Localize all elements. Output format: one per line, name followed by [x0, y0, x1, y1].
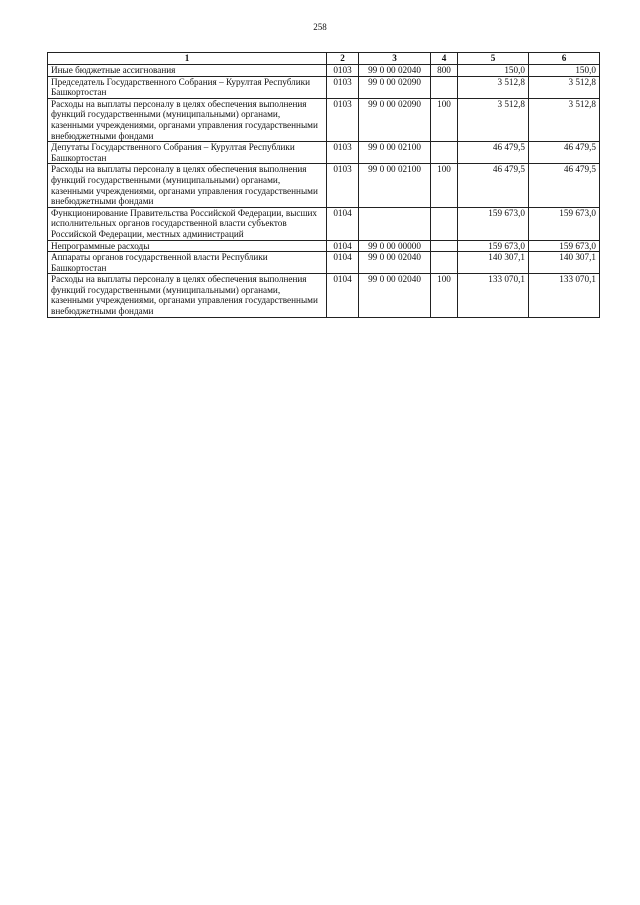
- table-row: [48, 274, 600, 317]
- cell-type: [431, 142, 458, 164]
- cell-type: 100: [431, 98, 458, 141]
- cell-target: 99 0 00 02100: [359, 142, 431, 164]
- header-col-4: 4: [431, 53, 458, 65]
- cell-value-6: 133 070,1: [529, 274, 600, 317]
- cell-value-5: 159 673,0: [458, 240, 529, 252]
- cell-name: Функционирование Правительства Российской Федерации, высших исполнительных органов государственной власти субъектов Российской Федерации, местных администраций: [48, 207, 327, 240]
- page-number: 258: [313, 22, 327, 32]
- cell-name: Расходы на выплаты персоналу в целях обеспечения выполнения функций государственными (муниципальными) органами, казенными учреждениями, органами управления государственными внебюджетными фондами: [48, 274, 327, 317]
- cell-target: 99 0 00 02090: [359, 76, 431, 98]
- table-row: [48, 142, 600, 164]
- cell-value-5: 46 479,5: [458, 142, 529, 164]
- cell-type: [431, 240, 458, 252]
- cell-name: Аппараты органов государственной власти Республики Башкортостан: [48, 252, 327, 274]
- cell-section: 0104: [327, 274, 359, 317]
- cell-value-5: 150,0: [458, 65, 529, 77]
- table-row: [48, 252, 600, 274]
- cell-section: 0103: [327, 76, 359, 98]
- cell-section: 0103: [327, 142, 359, 164]
- cell-value-6: 46 479,5: [529, 164, 600, 207]
- cell-target: 99 0 00 02100: [359, 164, 431, 207]
- cell-value-5: 46 479,5: [458, 164, 529, 207]
- cell-value-5: 159 673,0: [458, 207, 529, 240]
- header-col-5: 5: [458, 53, 529, 65]
- cell-value-5: 133 070,1: [458, 274, 529, 317]
- table-header-row: [48, 53, 600, 65]
- cell-value-6: 159 673,0: [529, 207, 600, 240]
- cell-target: [359, 207, 431, 240]
- table-row: [48, 207, 600, 240]
- table-row: [48, 65, 600, 77]
- header-col-3: 3: [359, 53, 431, 65]
- cell-target: 99 0 00 00000: [359, 240, 431, 252]
- cell-section: 0104: [327, 207, 359, 240]
- table-row: [48, 98, 600, 141]
- budget-table: [47, 52, 600, 318]
- cell-value-6: 46 479,5: [529, 142, 600, 164]
- table-row: [48, 240, 600, 252]
- cell-name: Непрограммные расходы: [48, 240, 327, 252]
- cell-section: 0103: [327, 65, 359, 77]
- cell-section: 0103: [327, 164, 359, 207]
- cell-name: Депутаты Государственного Собрания – Курултая Республики Башкортостан: [48, 142, 327, 164]
- header-col-6: 6: [529, 53, 600, 65]
- cell-section: 0104: [327, 240, 359, 252]
- cell-type: 100: [431, 274, 458, 317]
- cell-name: Расходы на выплаты персоналу в целях обеспечения выполнения функций государственными (муниципальными) органами, казенными учреждениями, органами управления государственными внебюджетными фондами: [48, 98, 327, 141]
- cell-target: 99 0 00 02040: [359, 252, 431, 274]
- cell-target: 99 0 00 02040: [359, 274, 431, 317]
- table-row: [48, 164, 600, 207]
- cell-value-5: 140 307,1: [458, 252, 529, 274]
- cell-value-6: 3 512,8: [529, 98, 600, 141]
- cell-name: Председатель Государственного Собрания – Курултая Республики Башкортостан: [48, 76, 327, 98]
- cell-value-6: 150,0: [529, 65, 600, 77]
- cell-value-6: 159 673,0: [529, 240, 600, 252]
- cell-value-5: 3 512,8: [458, 98, 529, 141]
- cell-name: Расходы на выплаты персоналу в целях обеспечения выполнения функций государственными (муниципальными) органами, казенными учреждениями, органами управления государственными внебюджетными фондами: [48, 164, 327, 207]
- cell-type: [431, 207, 458, 240]
- table-row: [48, 76, 600, 98]
- cell-value-6: 3 512,8: [529, 76, 600, 98]
- cell-section: 0103: [327, 98, 359, 141]
- cell-type: 100: [431, 164, 458, 207]
- cell-value-5: 3 512,8: [458, 76, 529, 98]
- cell-type: [431, 252, 458, 274]
- cell-type: 800: [431, 65, 458, 77]
- cell-target: 99 0 00 02090: [359, 98, 431, 141]
- cell-name: Иные бюджетные ассигнования: [48, 65, 327, 77]
- cell-value-6: 140 307,1: [529, 252, 600, 274]
- cell-type: [431, 76, 458, 98]
- cell-section: 0104: [327, 252, 359, 274]
- cell-target: 99 0 00 02040: [359, 65, 431, 77]
- header-col-1: 1: [48, 53, 327, 65]
- header-col-2: 2: [327, 53, 359, 65]
